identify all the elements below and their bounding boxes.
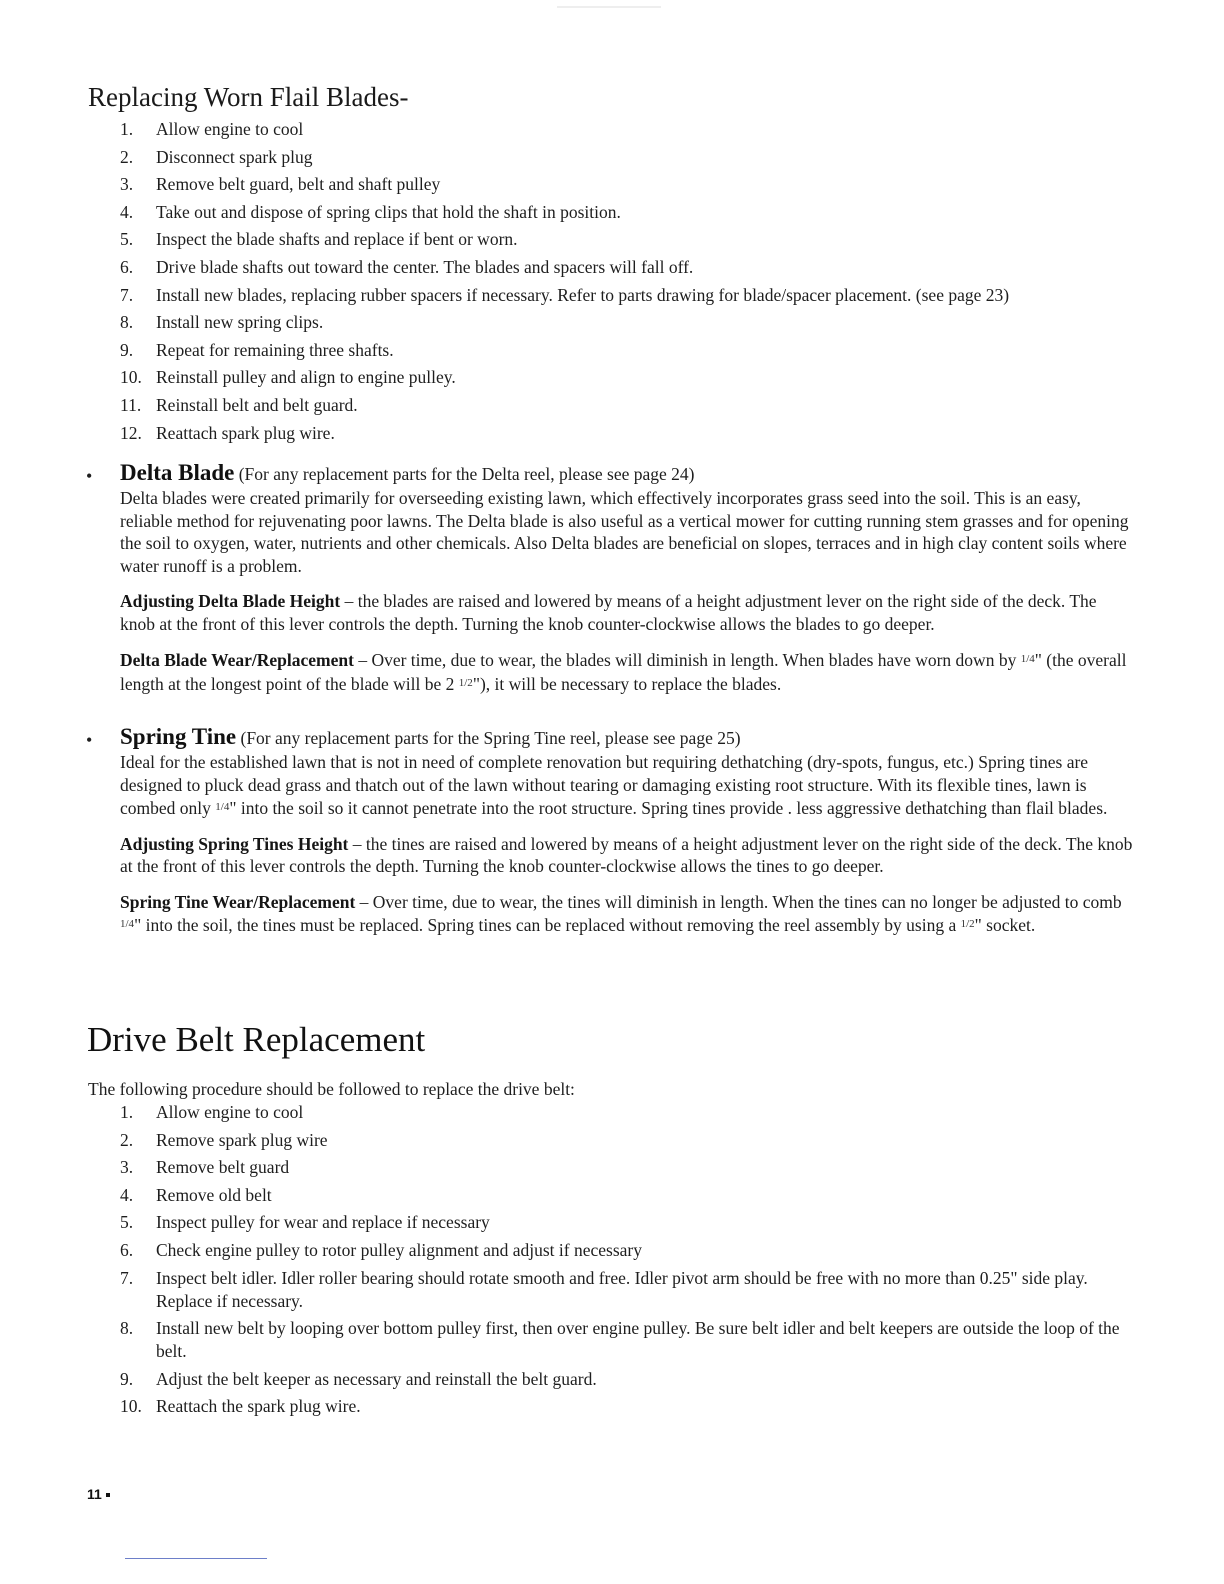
drive-belt-title: Drive Belt Replacement bbox=[87, 1020, 426, 1059]
step-text: Remove spark plug wire bbox=[156, 1129, 328, 1150]
list-item bbox=[0, 118, 1124, 141]
delta-blade-body: Delta blades were created primarily for overseeding existing lawn, which effectively incorporates grass seed into the soil. This is an easy, reliable method for rejuvenating poor lawns. The Delta blade is also useful as a vertical mower for cutting running stem grasses and for opening the soil to oxygen, water, nutrients and other chemicals. Also Delta blades are beneficial on slopes, terraces and in high clay content soils where water runoff is a problem. bbox=[120, 488, 1129, 576]
list-item bbox=[0, 1184, 1124, 1207]
step-number: 2. bbox=[120, 146, 134, 167]
step-text: Reinstall pulley and align to engine pulley. bbox=[156, 367, 456, 388]
step-text: Allow engine to cool bbox=[156, 119, 304, 139]
list-item bbox=[0, 1101, 1124, 1124]
list-item bbox=[0, 228, 1124, 251]
step-text: Drive blade shafts out toward the center. The blades and spacers will fall off. bbox=[156, 256, 694, 277]
step-text: Take out and dispose of spring clips that hold the shaft in position. bbox=[156, 201, 621, 222]
delta-wear-lead: Delta Blade Wear/Replacement bbox=[120, 650, 354, 670]
delta-blade-note: (For any replacement parts for the Delta reel, please see page 24) bbox=[238, 464, 695, 484]
step-text: Remove old belt bbox=[156, 1184, 272, 1205]
step-text: Install new belt by looping over bottom pulley first, then over engine pulley. Be sure belt idler and belt keepers are outside the loop of the belt. bbox=[156, 1318, 1120, 1362]
step-text: Reinstall belt and belt guard. bbox=[156, 394, 358, 415]
list-item bbox=[0, 1156, 1124, 1179]
step-text: Inspect pulley for wear and replace if necessary bbox=[156, 1212, 490, 1233]
step-text: Remove belt guard, belt and shaft pulley bbox=[156, 174, 441, 195]
spring-body-text-2: " into the soil so it cannot penetrate into the root structure. Spring tines provide . less aggressive dethatching than flail blades. bbox=[229, 798, 1108, 818]
step-text: Disconnect spark plug bbox=[156, 146, 313, 167]
list-item bbox=[0, 394, 1124, 417]
spring-adjust-paragraph bbox=[120, 833, 1135, 878]
page-number bbox=[87, 1486, 110, 1502]
step-number: 7. bbox=[120, 1267, 134, 1288]
list-item bbox=[0, 173, 1124, 196]
list-item bbox=[0, 256, 1124, 279]
list-item bbox=[0, 1395, 1124, 1418]
step-number: 8. bbox=[120, 1318, 134, 1339]
spring-tine-body bbox=[120, 751, 1135, 820]
step-text: Inspect the blade shafts and replace if bent or worn. bbox=[156, 229, 518, 250]
step-text: Check engine pulley to rotor pulley alignment and adjust if necessary bbox=[156, 1239, 642, 1260]
spring-wear-text-2: " into the soil, the tines must be replaced. Spring tines can be replaced without removing the reel assembly by using a bbox=[134, 915, 961, 935]
step-number: 1. bbox=[120, 1102, 134, 1122]
spring-tine-heading bbox=[120, 724, 1135, 751]
flail-section-title: Replacing Worn Flail Blades- bbox=[88, 82, 409, 112]
spring-wear-fraction-2: 1/2 bbox=[960, 918, 975, 930]
step-number: 4. bbox=[120, 1184, 134, 1205]
list-item bbox=[0, 284, 1124, 307]
list-item bbox=[0, 1211, 1124, 1234]
step-number: 8. bbox=[120, 312, 134, 333]
spring-body-text-1: Ideal for the established lawn that is not in need of complete renovation but requiring dethatching (dry-spots, fungus, etc.) Spring tines are designed to pluck dead grass and thatch out of the lawn without tearing or damaging existing root structure. With its flexible tines, lawn is combed only bbox=[120, 752, 1089, 818]
spring-tine-note: (For any replacement parts for the Spring Tine reel, please see page 25) bbox=[240, 728, 741, 748]
step-number: 7. bbox=[120, 284, 134, 305]
bullet-icon: • bbox=[86, 466, 93, 486]
list-item bbox=[0, 311, 1124, 334]
spring-adjust-lead: Adjusting Spring Tines Height bbox=[120, 833, 349, 854]
list-item bbox=[0, 146, 1124, 169]
step-number: 5. bbox=[120, 229, 134, 250]
flail-steps-list bbox=[0, 118, 1124, 449]
step-number: 4. bbox=[120, 201, 134, 222]
spring-tine-section bbox=[86, 724, 1135, 937]
delta-wear-fraction-1: 1/4 bbox=[1020, 653, 1035, 665]
list-item bbox=[0, 1368, 1124, 1391]
spring-wear-fraction-1: 1/4 bbox=[120, 918, 135, 930]
step-number: 9. bbox=[120, 339, 134, 360]
step-text: Inspect belt idler. Idler roller bearing should rotate smooth and free. Idler pivot arm should be free with no more than 0.25" side play. Replace if necessary. bbox=[156, 1267, 1088, 1311]
list-item bbox=[0, 366, 1124, 389]
step-number: 6. bbox=[120, 256, 134, 277]
belt-steps-list bbox=[0, 1101, 1124, 1423]
step-text: Install new spring clips. bbox=[156, 312, 324, 333]
step-number: 9. bbox=[120, 1368, 134, 1389]
delta-wear-fraction-2: 1/2 bbox=[458, 676, 473, 689]
delta-wear-paragraph bbox=[120, 648, 1135, 695]
step-number: 6. bbox=[120, 1239, 134, 1260]
step-text: Repeat for remaining three shafts. bbox=[156, 339, 394, 360]
step-text: Reattach the spark plug wire. bbox=[156, 1396, 361, 1417]
list-item bbox=[0, 422, 1124, 445]
drive-belt-intro: The following procedure should be followed to replace the drive belt: bbox=[88, 1079, 575, 1099]
spring-tine-title: Spring Tine bbox=[120, 724, 237, 749]
step-text: Adjust the belt keeper as necessary and reinstall the belt guard. bbox=[156, 1368, 597, 1389]
scan-mark-top bbox=[557, 6, 661, 8]
spring-body-fraction: 1/4 bbox=[215, 801, 230, 813]
step-number: 3. bbox=[120, 174, 134, 195]
step-text: Reattach spark plug wire. bbox=[156, 422, 335, 443]
spring-wear-lead: Spring Tine Wear/Replacement bbox=[120, 891, 356, 912]
page-number-square-icon bbox=[106, 1493, 110, 1497]
scan-mark-bottom bbox=[125, 1558, 267, 1559]
delta-blade-section bbox=[86, 460, 1135, 695]
step-text: Allow engine to cool bbox=[156, 1102, 304, 1122]
step-number: 10. bbox=[120, 1396, 142, 1417]
page-number-text: 11 bbox=[87, 1486, 102, 1502]
bullet-icon: • bbox=[86, 730, 93, 750]
delta-wear-text-3: "), it will be necessary to replace the blades. bbox=[472, 673, 782, 694]
step-text: Install new blades, replacing rubber spacers if necessary. Refer to parts drawing for blade/spacer placement. (see page 23) bbox=[156, 284, 1010, 305]
delta-adjust-text: – the blades are raised and lowered by means of a height adjustment lever on the right side of the deck. The knob at the front of this lever controls the depth. Turning the knob counter-clockwise allows the blades to go deeper. bbox=[120, 591, 1097, 634]
list-item bbox=[0, 339, 1124, 362]
step-number: 11. bbox=[120, 394, 142, 415]
list-item bbox=[0, 1317, 1124, 1363]
step-number: 2. bbox=[120, 1129, 134, 1150]
step-number: 5. bbox=[120, 1212, 134, 1233]
list-item bbox=[0, 1129, 1124, 1152]
list-item bbox=[0, 1239, 1124, 1262]
step-number: 12. bbox=[120, 422, 142, 443]
spring-wear-text-3: " socket. bbox=[974, 915, 1036, 935]
delta-wear-text-1: – Over time, due to wear, the blades will diminish in length. When blades have worn down by bbox=[353, 650, 1021, 670]
list-item bbox=[0, 1267, 1124, 1313]
spring-wear-paragraph bbox=[120, 891, 1135, 937]
delta-adjust-lead: Adjusting Delta Blade Height bbox=[120, 591, 341, 611]
delta-blade-heading bbox=[120, 460, 1135, 487]
step-number: 1. bbox=[120, 119, 134, 139]
delta-blade-title: Delta Blade bbox=[120, 460, 235, 485]
delta-adjust-paragraph bbox=[120, 590, 1135, 635]
step-number: 10. bbox=[120, 367, 142, 388]
step-text: Remove belt guard bbox=[156, 1157, 290, 1178]
spring-wear-text-1: – Over time, due to wear, the tines will diminish in length. When the tines can no longer be adjusted to comb bbox=[355, 891, 1122, 912]
delta-wear-text-2: " (the overall length at the longest point of the blade will be 2 bbox=[120, 650, 1127, 694]
spring-adjust-text: – the tines are raised and lowered by means of a height adjustment lever on the right side of the deck. The knob at the front of this lever controls the depth. Turning the knob counter-clockwise allows the tines to go deeper. bbox=[120, 833, 1133, 876]
step-number: 3. bbox=[120, 1157, 134, 1178]
list-item bbox=[0, 201, 1124, 224]
